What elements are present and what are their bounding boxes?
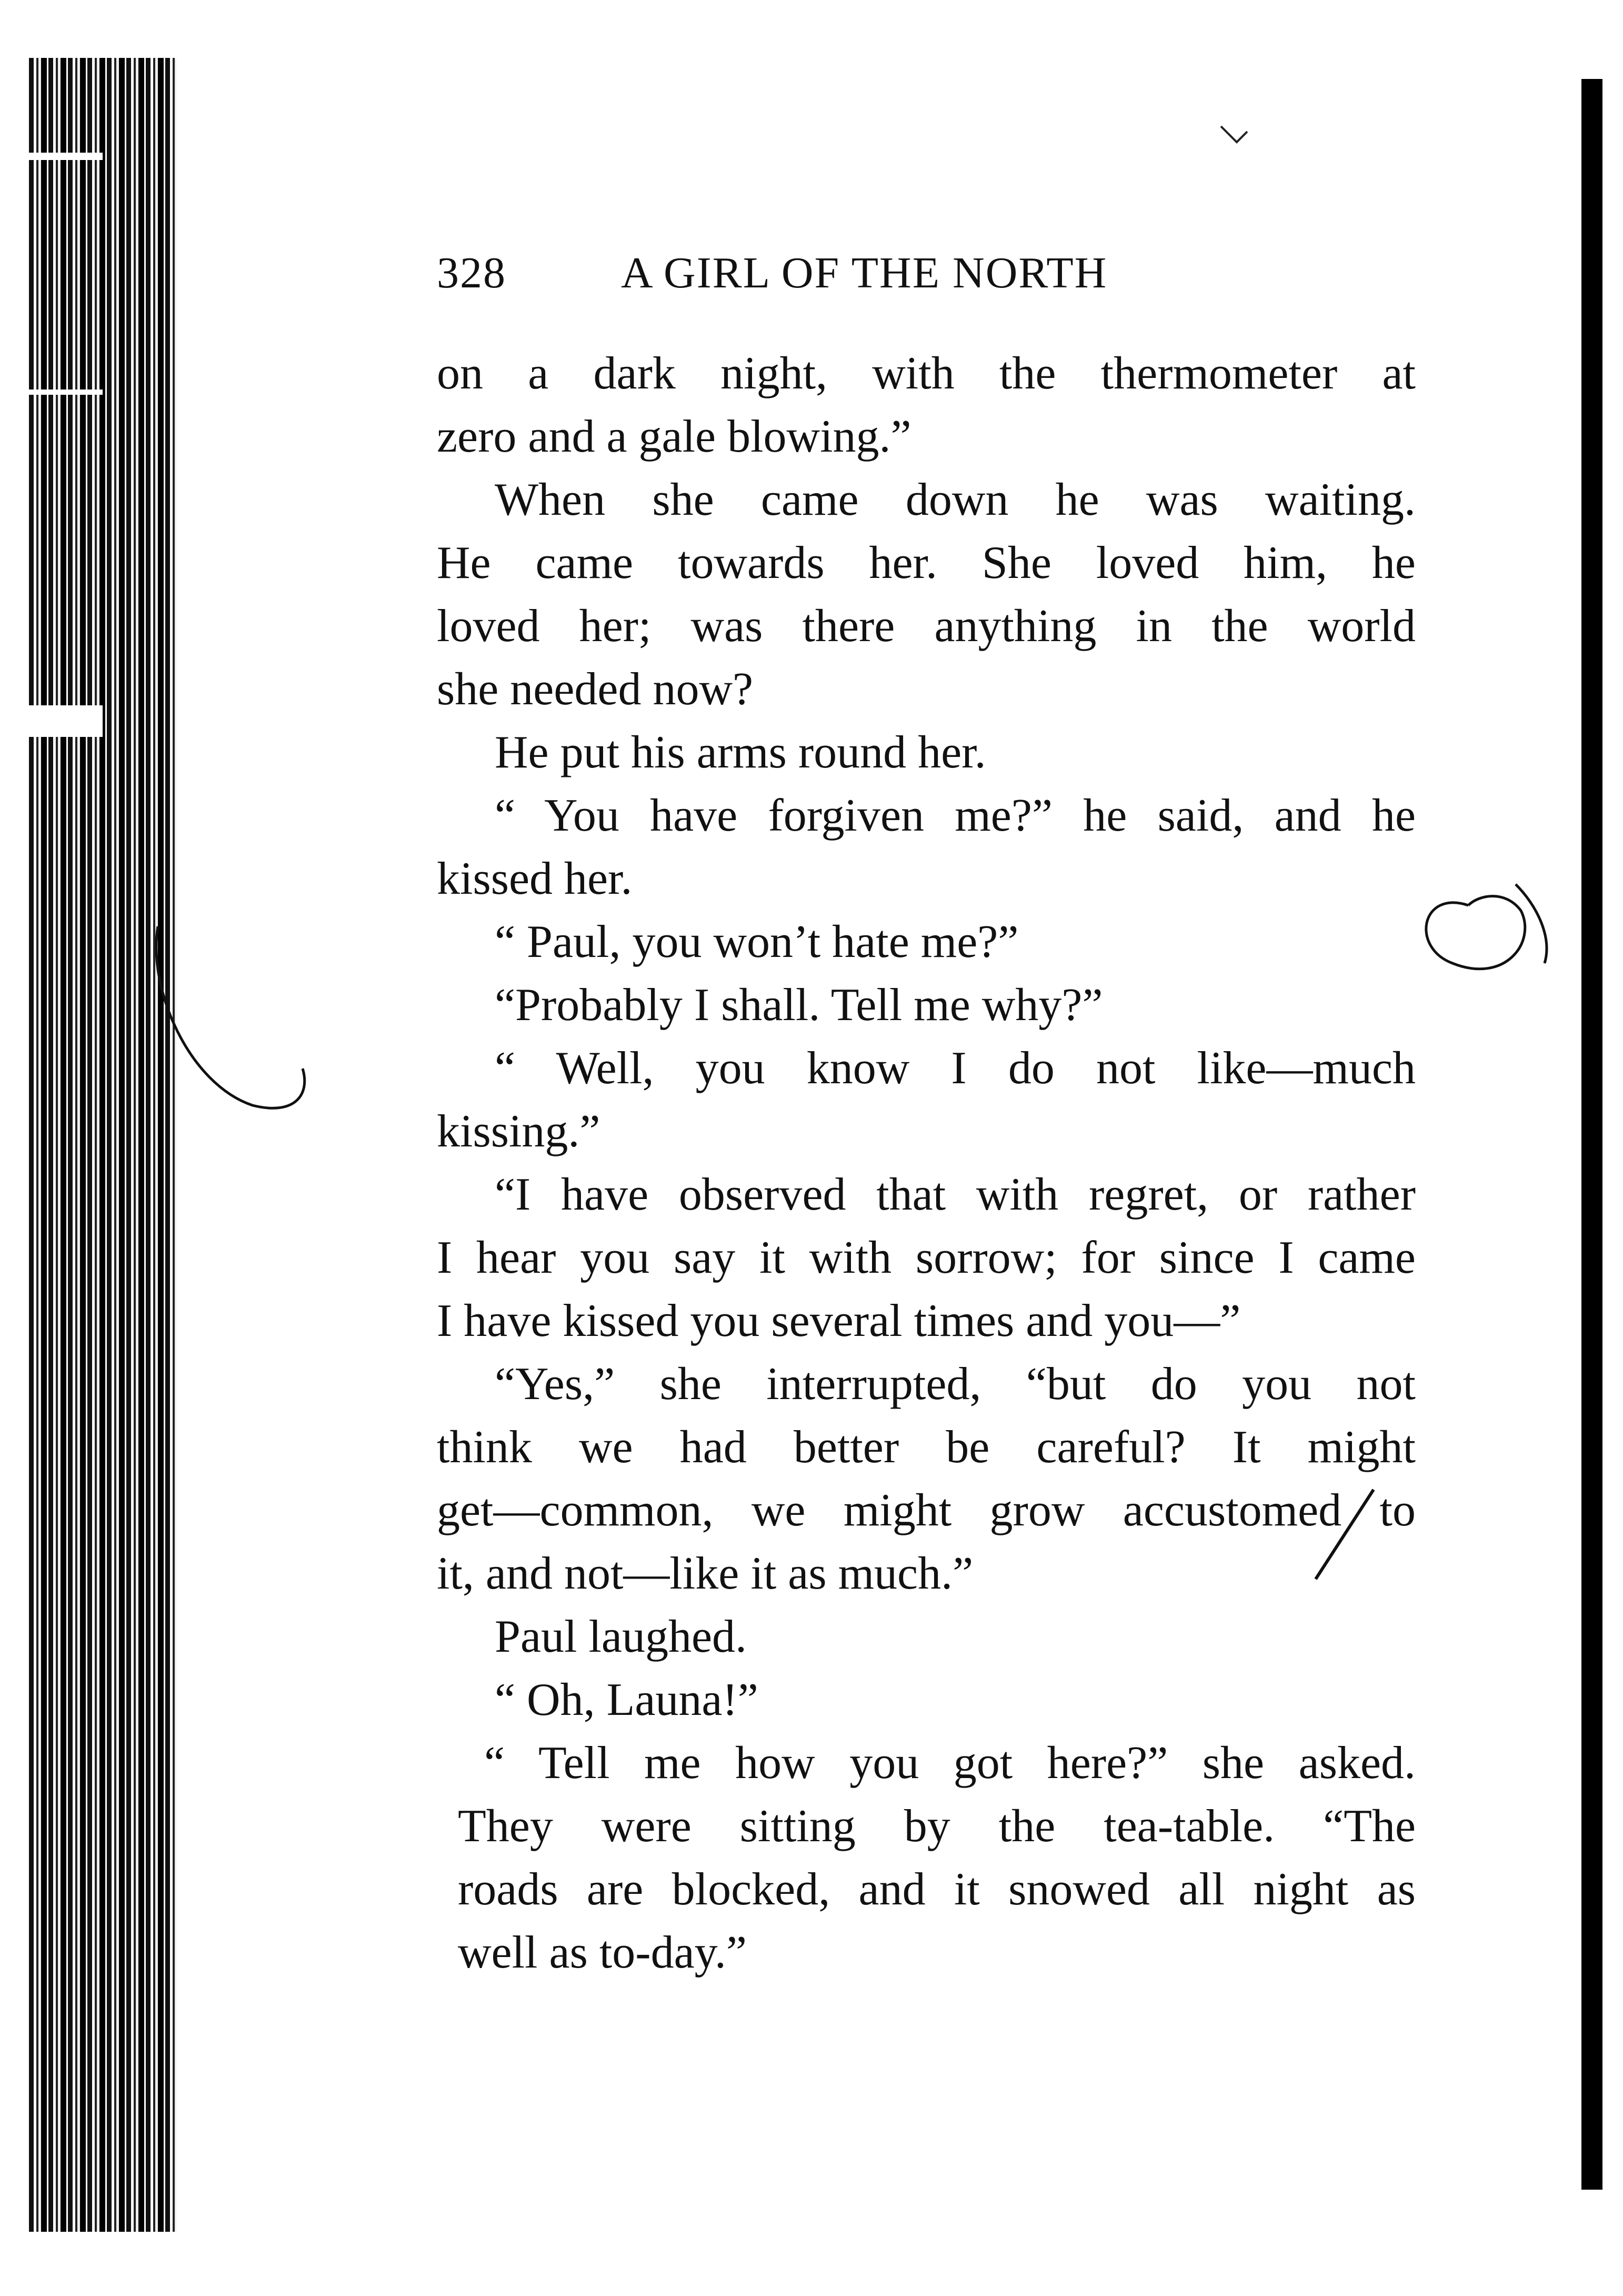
text-line: she needed now?	[437, 664, 754, 715]
text-line: roads are blocked, and it snowed all night as	[458, 1864, 1416, 1915]
text-line: Paul laughed.	[495, 1611, 747, 1662]
running-title: A GIRL OF THE NORTH	[621, 248, 1108, 297]
text-line: it, and not—like it as much.”	[437, 1548, 974, 1599]
text-line: I have kissed you several times and you—”	[437, 1295, 1241, 1346]
text-line: kissing.”	[437, 1106, 600, 1157]
pencil-stroke-mark	[1316, 1490, 1374, 1579]
text-line: “ Paul, you won’t hate me?”	[495, 916, 1019, 967]
text-line: I hear you say it with sorrow; for since I came	[437, 1232, 1416, 1283]
text-line: on a dark night, with the thermometer at	[437, 348, 1416, 399]
text-line: think we had better be careful? It might	[437, 1422, 1416, 1473]
pencil-bracket-mark	[156, 926, 305, 1108]
text-line: He came towards her. She loved him, he	[437, 537, 1416, 588]
text-line: They were sitting by the tea-table. “The	[458, 1801, 1416, 1852]
text-line: kissed her.	[437, 853, 633, 904]
pencil-loop-mark	[1426, 884, 1547, 969]
text-line: “I have observed that with regret, or rather	[495, 1169, 1416, 1220]
text-line: loved her; was there anything in the world	[437, 601, 1416, 652]
text-line: “ Well, you know I do not like—much	[495, 1043, 1416, 1094]
text-line: “ Oh, Launa!”	[495, 1674, 758, 1725]
text-line: well as to-day.”	[458, 1927, 747, 1978]
text-line: He put his arms round her.	[495, 727, 986, 778]
text-line: zero and a gale blowing.”	[437, 411, 911, 462]
text-line: get—common, we might grow accustomed to	[437, 1485, 1416, 1536]
text-line: When she came down he was waiting.	[495, 474, 1416, 525]
text-line: “ Tell me how you got here?” she asked.	[484, 1738, 1416, 1789]
text-line: “ You have forgiven me?” he said, and he	[495, 790, 1416, 841]
text-line: “Yes,” she interrupted, “but do you not	[495, 1359, 1416, 1410]
page-number: 328	[437, 248, 506, 297]
text-line: “Probably I shall. Tell me why?”	[495, 980, 1103, 1031]
pencil-tick-mark	[1221, 126, 1247, 142]
